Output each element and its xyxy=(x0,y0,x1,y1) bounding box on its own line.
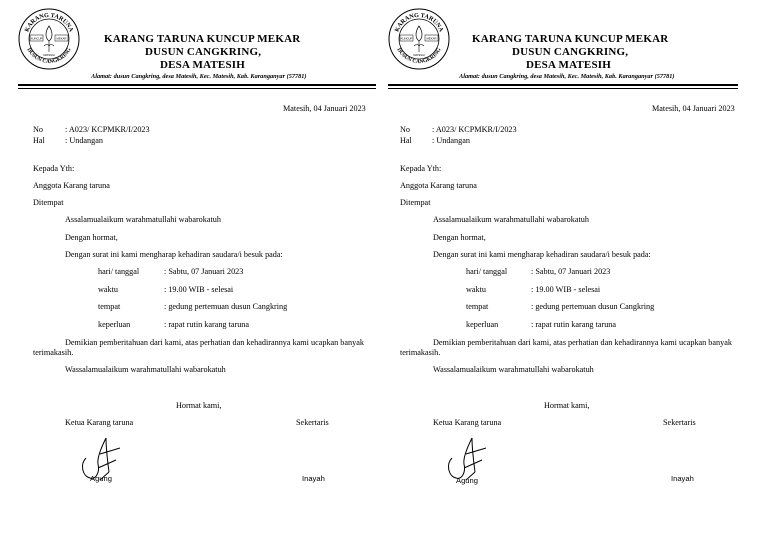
no-label: No xyxy=(400,125,411,134)
kepada-yth: Kepada Yth: xyxy=(33,164,75,173)
detail-value: : rapat rutin karang taruna xyxy=(531,320,617,329)
hal-label: Hal xyxy=(400,136,412,145)
logo-right-word: MEKAR xyxy=(426,36,437,41)
recipient: Anggota Karang taruna xyxy=(33,181,110,190)
intro-text: Dengan surat ini kami mengharap kehadiran saudara/i besuk pada: xyxy=(433,250,651,259)
closing-line-2: terimakasih. xyxy=(33,348,74,357)
sekretaris-title: Sekertaris xyxy=(663,418,696,427)
intro-text: Dengan surat ini kami mengharap kehadiran saudara/i besuk pada: xyxy=(65,250,283,259)
detail-label: tempat xyxy=(466,302,489,311)
org-address: Alamat: dusun Cangkring, desa Matesih, Kec. Matesih, Kab. Karanganyar (57781) xyxy=(459,73,675,80)
closing-line-1: Demikian pemberitahuan dari kami, atas perhatian dan kehadirannya kami ucapkan banyak xyxy=(65,338,364,347)
invitation-letter-left xyxy=(0,0,378,543)
no-label: No xyxy=(33,125,44,134)
detail-value: : Sabtu, 07 Januari 2023 xyxy=(531,267,611,276)
header-rule-thick xyxy=(18,84,376,86)
closing-line-2: terimakasih. xyxy=(400,348,441,357)
detail-label: hari/ tanggal xyxy=(466,267,508,276)
detail-label: keperluan xyxy=(98,320,131,329)
ketua-name: Agung xyxy=(456,476,478,485)
org-address: Alamat: dusun Cangkring, desa Matesih, Kec. Matesih, Kab. Karanganyar (57781) xyxy=(91,73,307,80)
logo-ring-top: KARANG TARUNA xyxy=(23,11,75,34)
detail-label: hari/ tanggal xyxy=(98,267,140,276)
karang-taruna-logo xyxy=(18,8,80,70)
ditempat: Ditempat xyxy=(400,198,431,207)
detail-label: waktu xyxy=(466,285,487,294)
header-rule-thin xyxy=(388,88,738,89)
invitation-letter-right xyxy=(382,0,760,543)
logo-ring-bottom: DUSUN CANGKRING xyxy=(395,47,443,66)
logo-left-word: KUNCUP xyxy=(30,36,43,41)
sekretaris-name: Inayah xyxy=(671,474,694,483)
ditempat: Ditempat xyxy=(33,198,64,207)
logo-ring-bottom: DUSUN CANGKRING xyxy=(25,47,73,66)
salam-opening: Assalamualaikum warahmatullahi wabarokatuh xyxy=(65,215,221,224)
hal-value: : Undangan xyxy=(65,136,103,145)
detail-value: : gedung pertemuan dusun Cangkring xyxy=(164,302,288,311)
hal-label: Hal xyxy=(33,136,45,145)
no-value: : A023/ KCPMKR/I/2023 xyxy=(432,125,517,134)
detail-label: tempat xyxy=(98,302,121,311)
detail-value: : gedung pertemuan dusun Cangkring xyxy=(531,302,655,311)
hormat-opening: Dengan hormat, xyxy=(433,233,486,242)
ketua-title: Ketua Karang taruna xyxy=(433,418,502,427)
hal-value: : Undangan xyxy=(432,136,470,145)
detail-value: : rapat rutin karang taruna xyxy=(164,320,250,329)
no-value: : A023/ KCPMKR/I/2023 xyxy=(65,125,150,134)
logo-right-word: MEKAR xyxy=(56,36,67,41)
letter-date: Matesih, 04 Januari 2023 xyxy=(652,104,735,113)
wassalam: Wassalamualaikum warahmatullahi wabarokatuh xyxy=(65,365,226,374)
org-name: KARANG TARUNA KUNCUP MEKAR xyxy=(104,33,301,45)
header-rule-thin xyxy=(18,88,376,89)
header-rule-thick xyxy=(388,84,738,86)
dusun-name: DUSUN CANGKRING, xyxy=(145,46,262,58)
detail-value: : 19.00 WIB - selesai xyxy=(164,285,234,294)
kepada-yth: Kepada Yth: xyxy=(400,164,442,173)
salam-opening: Assalamualaikum warahmatullahi wabarokatuh xyxy=(433,215,589,224)
desa-name: DESA MATESIH xyxy=(160,59,246,71)
sekretaris-name: Inayah xyxy=(302,474,325,483)
ketua-name: Agung xyxy=(90,474,112,483)
hormat-opening: Dengan hormat, xyxy=(65,233,118,242)
hormat-kami: Hormat kami, xyxy=(544,401,590,410)
desa-name: DESA MATESIH xyxy=(526,59,612,71)
recipient: Anggota Karang taruna xyxy=(400,181,477,190)
letter-date: Matesih, 04 Januari 2023 xyxy=(283,104,366,113)
hormat-kami: Hormat kami, xyxy=(176,401,222,410)
dusun-name: DUSUN CANGKRING, xyxy=(512,46,629,58)
logo-left-word: KUNCUP xyxy=(400,36,413,41)
org-name: KARANG TARUNA KUNCUP MEKAR xyxy=(472,33,669,45)
logo-ring-top: KARANG TARUNA xyxy=(393,11,445,34)
karang-taruna-logo xyxy=(388,8,450,70)
detail-value: : 19.00 WIB - selesai xyxy=(531,285,601,294)
ketua-title: Ketua Karang taruna xyxy=(65,418,134,427)
closing-line-1: Demikian pemberitahuan dari kami, atas perhatian dan kehadirannya kami ucapkan banyak xyxy=(433,338,732,347)
sekretaris-title: Sekertaris xyxy=(296,418,329,427)
detail-label: waktu xyxy=(98,285,119,294)
wassalam: Wassalamualaikum warahmatullahi wabarokatuh xyxy=(433,365,594,374)
logo-center-word: MATESIH xyxy=(43,54,55,57)
detail-label: keperluan xyxy=(466,320,499,329)
logo-center-word: MATESIH xyxy=(413,54,425,57)
detail-value: : Sabtu, 07 Januari 2023 xyxy=(164,267,244,276)
